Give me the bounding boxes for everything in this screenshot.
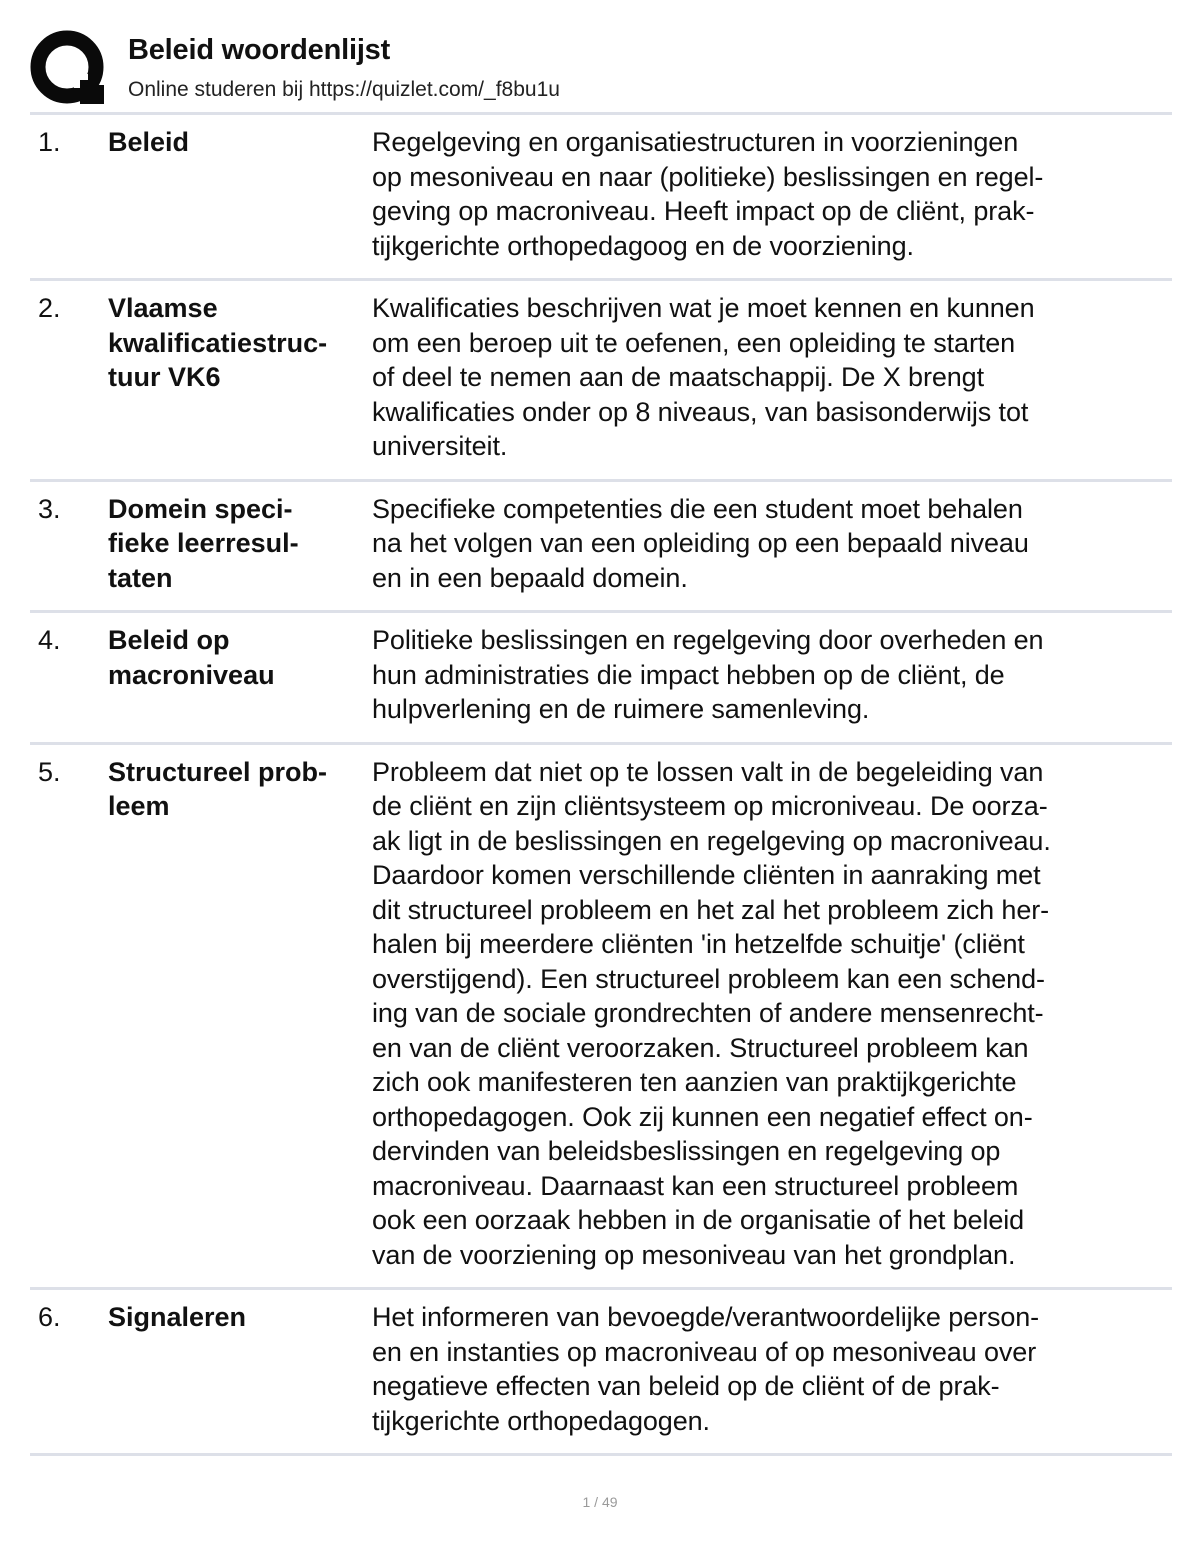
definition-line: de cliënt en zijn cliëntsysteem op microniveau. De oorza- (372, 791, 1048, 821)
definition-line: macroniveau. Daarnaast kan een structureel probleem (372, 1170, 1019, 1201)
term-label-line: Beleid (108, 127, 190, 157)
term-row (30, 613, 1172, 745)
term-label (108, 125, 366, 160)
term-label (108, 492, 366, 596)
quizlet-q-logo-icon (30, 30, 106, 106)
term-label-line: Domein speci- (108, 493, 293, 524)
definition-line: tijkgerichte orthopedagoog en de voorziening. (372, 230, 914, 261)
definition-line: halen bij meerdere cliënten 'in hetzelfde schuitje' (cliënt (372, 929, 1025, 959)
definition-line: orthopedagogen. Ook zij kunnen een negatief effect on- (372, 1101, 1033, 1132)
term-number: 5. (38, 756, 61, 787)
term-label (108, 291, 366, 395)
term-number: 2. (38, 293, 61, 323)
definition-line: Daardoor komen verschillende cliënten in aanraking met (372, 860, 1041, 890)
term-definition (372, 755, 1172, 1273)
term-label-line: kwalificatiestruc- (108, 327, 328, 358)
definition-line: Specifieke competenties die een student moet behalen (372, 493, 1023, 524)
term-row (30, 482, 1172, 614)
term-number: 4. (38, 625, 61, 655)
definition-line: geving op macroniveau. Heeft impact op de cliënt, prak- (372, 196, 1035, 226)
term-label-line: Vlaamse (108, 293, 218, 323)
definition-line: universiteit. (372, 431, 508, 461)
term-label-line: leem (108, 791, 170, 821)
page-indicator: 1 / 49 (582, 1494, 618, 1510)
term-number: 6. (38, 1302, 61, 1332)
term-row (30, 745, 1172, 1291)
definition-line: hulpverlening en de ruimere samenleving. (372, 694, 870, 724)
term-label-line: taten (108, 562, 173, 593)
term-list (30, 115, 1172, 1456)
definition-line: na het volgen van een opleiding op een bepaald niveau (372, 528, 1029, 558)
definition-line: dervinden van beleidsbeslissingen en regelgeving op (372, 1136, 1001, 1166)
term-row (30, 281, 1172, 482)
definition-line: kwalificaties onder op 8 niveaus, van basisonderwijs tot (372, 396, 1029, 427)
definition-line: zich ook manifesteren ten aanzien van praktijkgerichte (372, 1067, 1017, 1097)
definition-line: en en instanties op macroniveau of op mesoniveau over (372, 1336, 1037, 1367)
term-label-line: Signaleren (108, 1302, 247, 1332)
definition-line: Politieke beslissingen en regelgeving door overheden en (372, 625, 1044, 655)
definition-line: tijkgerichte orthopedagogen. (372, 1405, 710, 1436)
definition-line: en in een bepaald domein. (372, 562, 688, 593)
term-label (108, 623, 366, 692)
definition-line: Regelgeving en organisatiestructuren in voorzieningen (372, 127, 1019, 157)
definition-line: ak ligt in de beslissingen en regelgeving op macroniveau. (372, 825, 1051, 856)
page-subtitle: Online studeren bij https://quizlet.com/_f8bu1u (128, 78, 560, 101)
term-definition (372, 125, 1172, 263)
definition-line: Probleem dat niet op te lossen valt in de begeleiding van (372, 756, 1044, 787)
term-definition (372, 291, 1172, 464)
definition-line: overstijgend). Een structureel probleem kan een schend- (372, 963, 1045, 994)
term-label (108, 755, 366, 824)
term-definition (372, 1300, 1172, 1438)
definition-line: dit structureel probleem en het zal het probleem zich her- (372, 894, 1050, 925)
term-label (108, 1300, 366, 1335)
definition-line: of deel te nemen aan de maatschappij. De X brengt (372, 362, 985, 392)
definition-line: ook een oorzaak hebben in de organisatie of het beleid (372, 1205, 1025, 1235)
definition-line: op mesoniveau en naar (politieke) beslissingen en regel- (372, 161, 1044, 192)
term-row (30, 1290, 1172, 1456)
definition-line: om een beroep uit te oefenen, een opleiding te starten (372, 327, 1016, 358)
term-label-line: Structureel prob- (108, 756, 328, 787)
definition-line: Het informeren van bevoegde/verantwoordelijke person- (372, 1302, 1040, 1332)
term-label-line: tuur VK6 (108, 362, 221, 392)
term-label-line: Beleid op (108, 625, 230, 655)
term-number: 1. (38, 127, 61, 157)
definition-line: en van de cliënt veroorzaken. Structureel probleem kan (372, 1032, 1029, 1063)
term-row (30, 115, 1172, 281)
definition-line: ing van de sociale grondrechten of andere mensenrecht- (372, 998, 1044, 1028)
term-definition (372, 492, 1172, 596)
definition-line: negatieve effecten van beleid op de cliënt of de prak- (372, 1371, 1000, 1401)
document-header (30, 30, 1172, 110)
term-label-line: fieke leerresul- (108, 528, 299, 558)
definition-line: Kwalificaties beschrijven wat je moet kennen en kunnen (372, 293, 1035, 323)
term-definition (372, 623, 1172, 727)
term-number: 3. (38, 493, 61, 524)
definition-line: van de voorziening op mesoniveau van het grondplan. (372, 1239, 1016, 1270)
term-label-line: macroniveau (108, 659, 275, 690)
page-title: Beleid woordenlijst (128, 34, 391, 66)
definition-line: hun administraties die impact hebben op de cliënt, de (372, 659, 1005, 690)
